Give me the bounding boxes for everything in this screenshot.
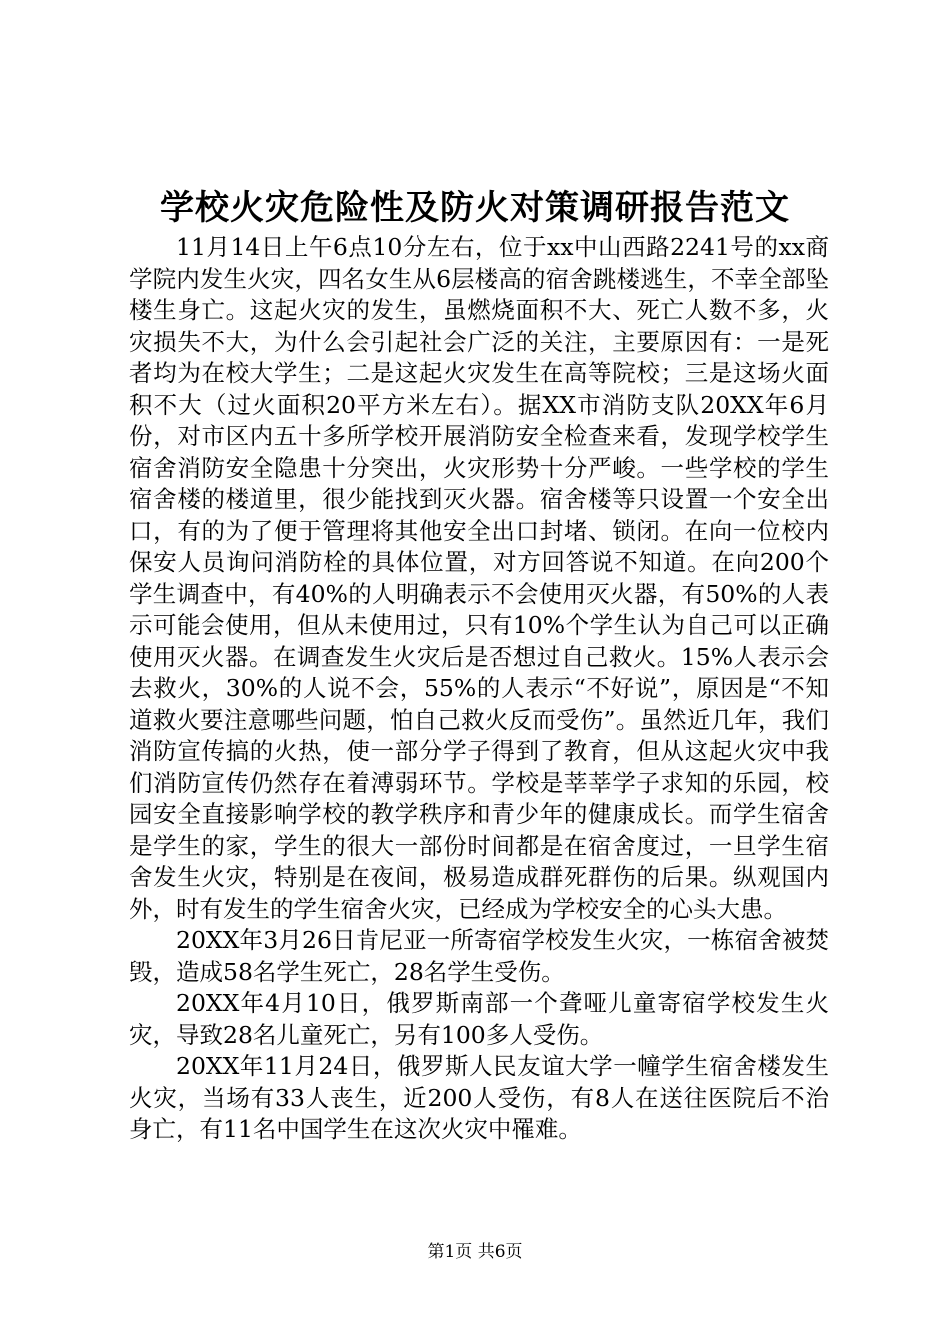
page-footer: 第1页 共6页 (427, 1242, 523, 1262)
paragraph-intro: 11月14日上午6点10分左右，位于xx中山西路2241号的xx商学院内发生火灾，四名女生从6层楼高的宿舍跳楼逃生，不幸全部坠楼生身亡。这起火灾的发生，虽燃烧面积不大、死亡人数不多，火灾损失不大，为什么会引起社会广泛的关注，主要原因有：一是死者均为在校大学生；二是这起火灾发生在高等院校；三是这场火面积不大（过火面积20平方米左右）。据XX市消防支队20XX年6月份，对市区内五十多所学校开展消防安全检查来看，发现学校学生宿舍消防安全隐患十分突出，火灾形势十分严峻。一些学校的学生宿舍楼的楼道里，很少能找到灭火器。宿舍楼等只设置一个安全出口，有的为了便于管理将其他安全出口封堵、锁闭。在向一位校内保安人员询问消防栓的具体位置，对方回答说不知道。在向200个学生调查中，有40%的人明确表示不会使用灭火器，有50%的人表示可能会使用，但从未使用过，只有10%个学生认为自己可以正确使用灭火器。在调查发生火灾后是否想过自己救火。15%人表示会去救火，30%的人说不会，55%的人表示“不好说”，原因是“不知道救火要注意哪些问题，怕自己救火反而受伤”。虽然近几年，我们消防宣传搞的火热，使一部分学子得到了教育，但从这起火灾中我们消防宣传仍然存在着溥弱环节。学校是莘莘学子求知的乐园，校园安全直接影响学校的教学秩序和青少年的健康成长。而学生宿舍是学生的家，学生的很大一部份时间都是在宿舍度过，一旦学生宿舍发生火灾，特别是在夜间，极易造成群死群伤的后果。纵观国内外，时有发生的学生宿舍火灾，已经成为学校安全的心头大患。 (129, 233, 829, 923)
document-body (129, 232, 829, 1146)
paragraph-russia-university-fire: 20XX年11月24日，俄罗斯人民友谊大学一幢学生宿舍楼发生火灾，当场有33人丧生，近200人受伤，有8人在送往医院后不治身亡，有11名中国学生在这次火灾中罹难。 (129, 1052, 829, 1143)
paragraph-russia-school-fire: 20XX年4月10日，俄罗斯南部一个聋哑儿童寄宿学校发生火灾，导致28名儿童死亡，另有100多人受伤。 (129, 989, 829, 1049)
document-title: 学校火灾危险性及防火对策调研报告范文 (160, 188, 790, 228)
paragraph-kenya-fire: 20XX年3月26日肯尼亚一所寄宿学校发生火灾，一栋宿舍被焚毁，造成58名学生死亡，28名学生受伤。 (129, 926, 829, 986)
